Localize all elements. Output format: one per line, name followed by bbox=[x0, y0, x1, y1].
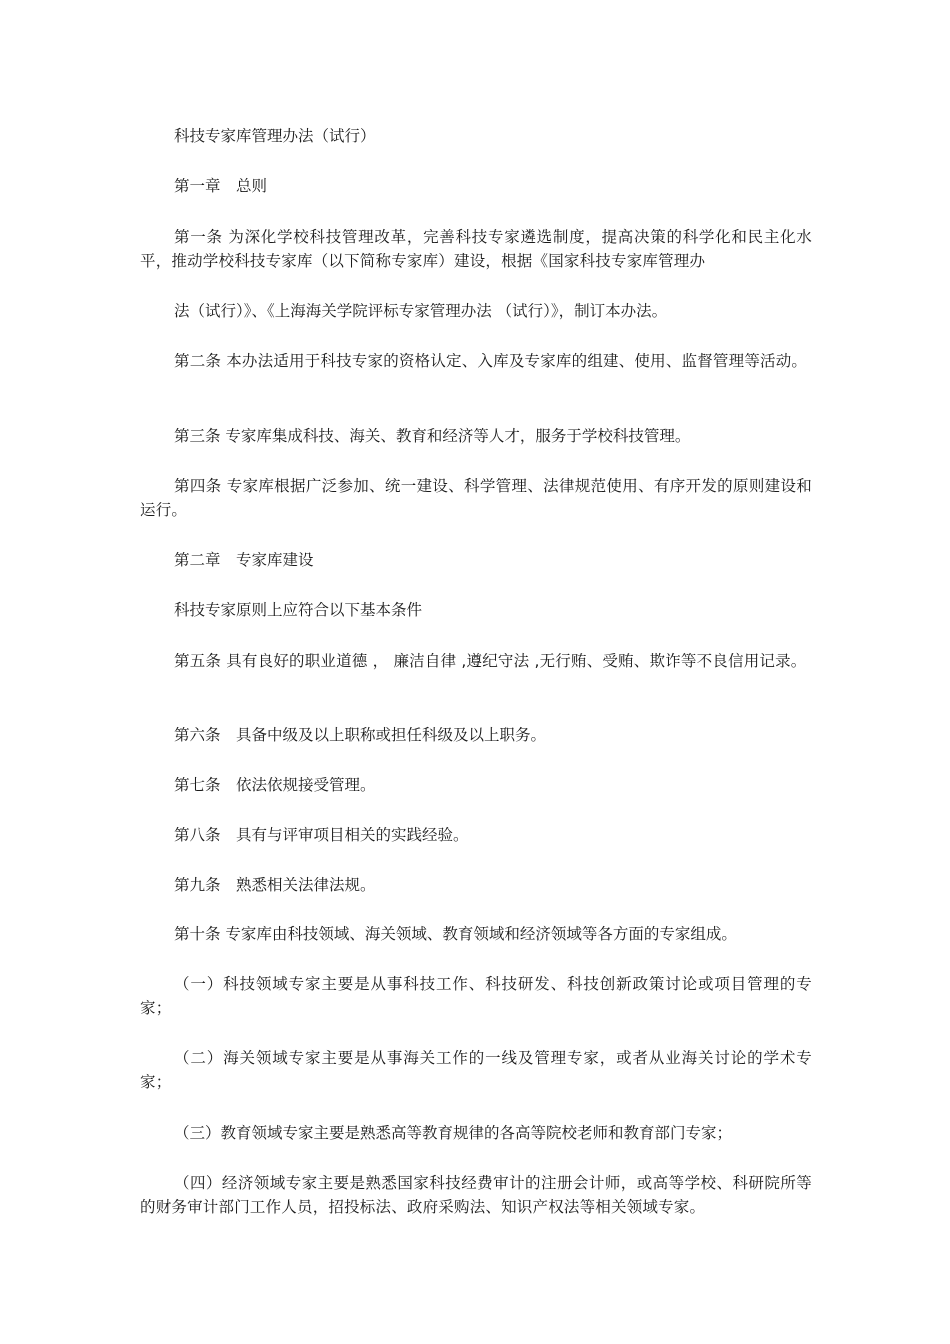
article-1-continuation: 法（试行）》、《上海海关学院评标专家管理办法 （试行）》，制订本办法。 bbox=[174, 302, 668, 320]
article-4-paragraph: 第四条 专家库根据广泛参加、统一建设、科学管理、法律规范使用、有序开发的原则建设和运行。 bbox=[140, 477, 812, 519]
item-3-paragraph: （三）教育领域专家主要是熟悉高等教育规律的各高等院校老师和教育部门专家； bbox=[174, 1124, 733, 1142]
article-1-paragraph: 第一条 为深化学校科技管理改革，完善科技专家遴选制度，提高决策的科学化和民主化水平，推动学校科技专家库（以下简称专家库）建设，根据《国家科技专家库管理办 bbox=[140, 228, 812, 270]
chapter-2-heading: 第二章 专家库建设 bbox=[174, 551, 314, 569]
article-6-paragraph: 第六条 具备中级及以上职称或担任科级及以上职务。 bbox=[174, 726, 547, 744]
article-8-paragraph: 第八条 具有与评审项目相关的实践经验。 bbox=[174, 826, 469, 844]
article-3-paragraph: 第三条 专家库集成科技、海关、教育和经济等人才，服务于学校科技管理。 bbox=[174, 427, 691, 445]
item-4-paragraph: （四）经济领域专家主要是熟悉国家科技经费审计的注册会计师，或高等学校、科研院所等的财务审计部门工作人员，招投标法、政府采购法、知识产权法等相关领域专家。 bbox=[140, 1174, 812, 1216]
item-1-paragraph: （一）科技领域专家主要是从事科技工作、科技研发、科技创新政策讨论或项目管理的专家； bbox=[140, 975, 812, 1017]
basic-conditions-heading: 科技专家原则上应符合以下基本条件 bbox=[174, 601, 423, 619]
item-2-paragraph: （二）海关领域专家主要是从事海关工作的一线及管理专家，或者从业海关讨论的学术专家； bbox=[140, 1049, 812, 1091]
article-5-paragraph: 第五条 具有良好的职业道德 ， 廉洁自律 ,遵纪守法 ,无行贿、受贿、欺诈等不良信用记录。 bbox=[174, 652, 807, 670]
article-7-paragraph: 第七条 依法依规接受管理。 bbox=[174, 776, 376, 794]
document-title: 科技专家库管理办法（试行） bbox=[174, 127, 376, 145]
article-2-paragraph: 第二条 本办法适用于科技专家的资格认定、入库及专家库的组建、使用、监督管理等活动。 bbox=[174, 352, 808, 370]
chapter-1-heading: 第一章 总则 bbox=[174, 177, 268, 195]
article-9-paragraph: 第九条 熟悉相关法律法规。 bbox=[174, 876, 376, 894]
article-10-paragraph: 第十条 专家库由科技领域、海关领域、教育领域和经济领域等各方面的专家组成。 bbox=[174, 925, 737, 943]
